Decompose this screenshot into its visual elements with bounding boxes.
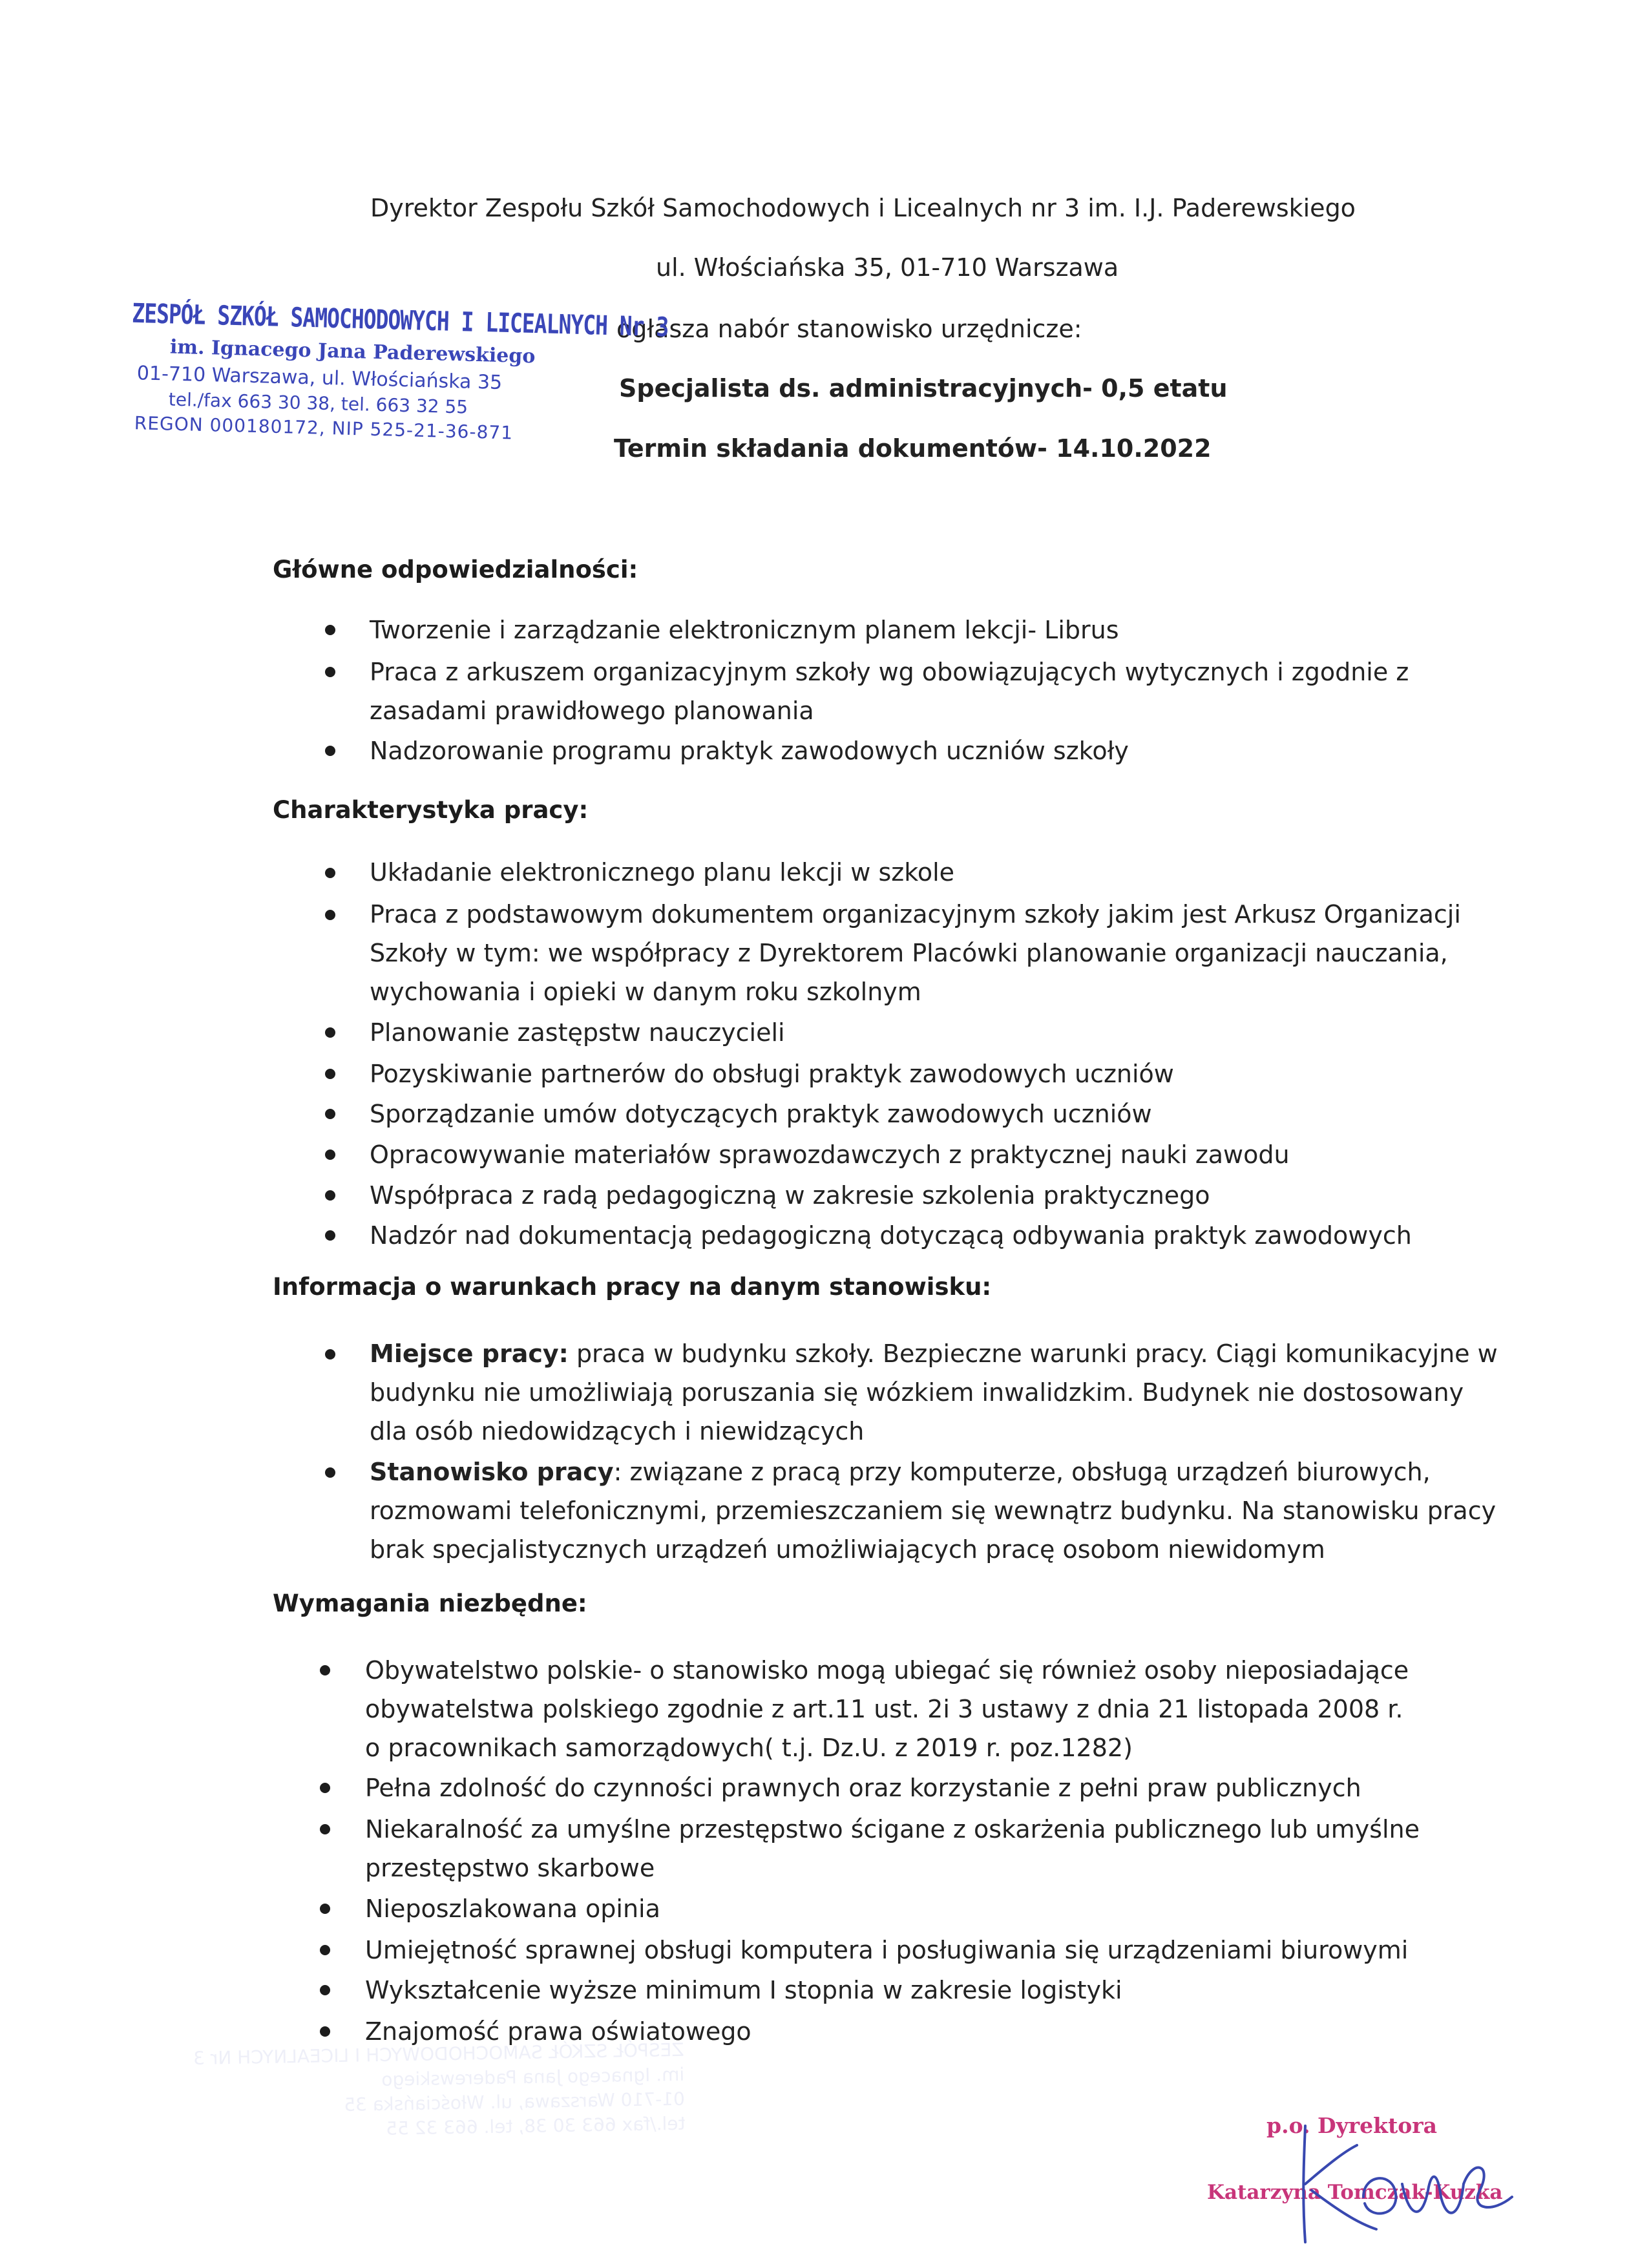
bullet-icon <box>325 625 335 635</box>
stamp-line-1: ZESPÓŁ SZKÓŁ SAMOCHODOWYCH I LICEALNYCH Nr 3 <box>131 297 669 343</box>
list-item: Współpraca z radą pedagogiczną w zakresie szkolenia praktycznego <box>370 1181 1210 1210</box>
faint-stamp-bleedthrough <box>193 2038 686 2176</box>
condition-text: : związane z pracą przy komputerze, obsługą urządzeń biurowych, rozmowami telefonicznymi, przemieszczaniem się wewnątrz budynku. Na stanowisku pracy brak specjalistycznych urządzeń umożliwiających pracę osobom niewidomym <box>370 1458 1497 1564</box>
list-item <box>370 1334 1507 1451</box>
school-stamp <box>129 297 669 457</box>
faint-stamp-line-2: im. Ignacego Jana Paderewskiego <box>381 2063 685 2090</box>
faint-stamp-line-1: ZESPÓŁ SZKÓŁ SAMOCHODOWYCH I LICEALNYCH Nr 3 <box>193 2039 684 2069</box>
section-title-conditions: Informacja o warunkach pracy na danym stanowisku: <box>273 1273 992 1301</box>
list-item: Sporządzanie umów dotyczących praktyk zawodowych uczniów <box>370 1100 1152 1128</box>
bullet-icon <box>325 1027 335 1038</box>
section-title-characteristics: Charakterystyka pracy: <box>273 796 589 824</box>
bullet-icon <box>325 1467 335 1478</box>
list-item: Nadzorowanie programu praktyk zawodowych uczniów szkoły <box>370 737 1129 765</box>
list-item: Pozyskiwanie partnerów do obsługi praktyk zawodowych uczniów <box>370 1060 1174 1088</box>
stamp-line-2: im. Ignacego Jana Paderewskiego <box>169 335 536 368</box>
list-item: Tworzenie i zarządzanie elektronicznym planem lekcji- Librus <box>370 616 1119 644</box>
bullet-icon <box>320 1945 330 1955</box>
condition-label: Stanowisko pracy <box>370 1458 614 1486</box>
bullet-icon <box>320 1904 330 1914</box>
handwritten-signature-icon <box>1266 2100 1538 2255</box>
list-item: Praca z podstawowym dokumentem organizacyjnym szkoły jakim jest Arkusz Organizacji Szkoły w tym: we współpracy z Dyrektorem Placówki planowanie organizacji nauczania, wychowania i opieki w danym roku szkolnym <box>370 900 1461 1006</box>
section-title-responsibilities: Główne odpowiedzialności: <box>273 556 638 583</box>
signature-role: p.o. Dyrektora <box>1266 2113 1438 2138</box>
list-item: Układanie elektronicznego planu lekcji w szkole <box>370 858 955 887</box>
bullet-icon <box>325 1349 335 1360</box>
list-item: Planowanie zastępstw nauczycieli <box>370 1018 785 1047</box>
position-title: Specjalista ds. administracyjnych- 0,5 etatu <box>619 374 1228 403</box>
stamp-line-4: tel./fax 663 30 38, tel. 663 32 55 <box>168 388 468 418</box>
bullet-icon <box>325 1230 335 1241</box>
bullet-icon <box>320 1985 330 1995</box>
bullet-icon <box>325 746 335 756</box>
bullet-icon <box>325 910 335 920</box>
header-address: ul. Włościańska 35, 01-710 Warszawa <box>656 253 1119 282</box>
signature-name: Katarzyna Tomczak-Kuzka <box>1207 2181 1503 2204</box>
faint-stamp-line-4: tel./fax 663 30 38, tel. 663 32 55 <box>385 2112 686 2139</box>
bullet-icon <box>325 1190 335 1201</box>
list-item: Znajomość prawa oświatowego <box>365 2017 751 2046</box>
list-item: Niekaralność za umyślne przestępstwo ścigane z oskarżenia publicznego lub umyślne przestępstwo skarbowe <box>365 1815 1420 1882</box>
header-line-1: Dyrektor Zespołu Szkół Samochodowych i Licealnych nr 3 im. I.J. Paderewskiego <box>370 194 1356 222</box>
list-item: Pełna zdolność do czynności prawnych oraz korzystanie z pełni praw publicznych <box>365 1774 1361 1802</box>
list-item: Praca z arkuszem organizacyjnym szkoły wg obowiązujących wytycznych i zgodnie z zasadami prawidłowego planowania <box>370 658 1409 725</box>
stamp-line-5: REGON 000180172, NIP 525-21-36-871 <box>134 412 514 444</box>
list-item: Nieposzlakowana opinia <box>365 1895 660 1923</box>
header-announcement: ogłasza nabór stanowisko urzędnicze: <box>616 315 1082 343</box>
bullet-icon <box>325 1069 335 1079</box>
stamp-line-3: 01-710 Warszawa, ul. Włościańska 35 <box>136 362 503 395</box>
bullet-icon <box>320 1665 330 1675</box>
bullet-icon <box>325 667 335 677</box>
list-item: Obywatelstwo polskie- o stanowisko mogą ubiegać się również osoby nieposiadające obywatelstwa polskiego zgodnie z art.11 ust. 2i 3 ustawy z dnia 21 listopada 2008 r. o pracownikach samorządowych( t.j. Dz.U. z 2019 r. poz.1282) <box>365 1656 1409 1762</box>
bullet-icon <box>325 868 335 878</box>
condition-text: praca w budynku szkoły. Bezpieczne warunki pracy. Ciągi komunikacyjne w budynku nie umożliwiają poruszania się wózkiem inwalidzkim. Budynek nie dostosowany dla osób niedowidzących i niewidzących <box>370 1339 1498 1445</box>
list-item: Nadzór nad dokumentacją pedagogiczną dotyczącą odbywania praktyk zawodowych <box>370 1221 1412 1250</box>
condition-label: Miejsce pracy: <box>370 1339 569 1368</box>
list-item: Wykształcenie wyższe minimum I stopnia w zakresie logistyki <box>365 1976 1122 2004</box>
bullet-icon <box>320 2026 330 2037</box>
list-item: Opracowywanie materiałów sprawozdawczych z praktycznej nauki zawodu <box>370 1140 1290 1169</box>
bullet-icon <box>320 1824 330 1834</box>
bullet-icon <box>320 1783 330 1793</box>
bullet-icon <box>325 1109 335 1119</box>
bullet-icon <box>325 1150 335 1160</box>
deadline: Termin składania dokumentów- 14.10.2022 <box>614 434 1212 463</box>
section-title-requirements: Wymagania niezbędne: <box>273 1590 587 1617</box>
list-item <box>370 1453 1507 1569</box>
faint-stamp-line-3: 01-710 Warszawa, ul. Włościańska 35 <box>343 2088 686 2116</box>
list-item: Umiejętność sprawnej obsługi komputera i posługiwania się urządzeniami biurowymi <box>365 1936 1409 1964</box>
